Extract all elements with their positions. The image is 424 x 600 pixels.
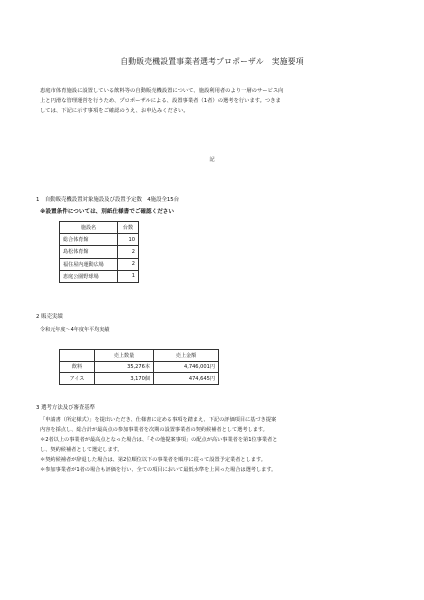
intro-line: 恵庭市体育施設に設置している飲料等の自動販売機設置について、施設利用者のより一層のサービス向 xyxy=(40,88,284,94)
table-header-row xyxy=(60,222,139,234)
header-amount: 売上金額 xyxy=(154,350,219,362)
sales-table xyxy=(59,349,219,385)
section1-heading: 1 自動販売機設置対象施設及び設置予定数 4施設全15台 xyxy=(36,197,180,203)
table-row xyxy=(60,361,219,373)
header-blank xyxy=(60,350,95,362)
document-title: 自動販売機設置事業者選考プロポーザル 実施要項 xyxy=(120,57,304,66)
facility-name: 恵庭公園野球場 xyxy=(60,270,118,282)
header-count: 台数 xyxy=(118,222,139,234)
sales-amount: 4,746,001円 xyxy=(154,361,219,373)
intro-line: 上と円滑な管理運営を行うため、プロポーザルによる、設置事業者（1者）の選考を行います。つきま xyxy=(40,98,281,104)
section2-subheading: 令和元年度～4年度年平均実績 xyxy=(40,327,110,333)
section3-line: ＊契約候補者が辞退した場合は、第2位順位以下の事業者を順序に従って設置予定業者とします。 xyxy=(40,457,266,463)
table-row xyxy=(60,234,139,246)
section2-heading: 2 販売実績 xyxy=(36,314,63,320)
section3-line: ＊参加事業者が1者の場合も評価を行い、全ての項目において最低水準を上回った場合は選考します。 xyxy=(40,467,277,473)
intro-paragraph xyxy=(40,86,388,116)
section3-body xyxy=(40,415,390,475)
section3-line: 内容を採点し、総合計が最高点の参加事業者を次期の設置事業者の契約候補者として選考します。 xyxy=(40,427,268,433)
facility-count: 1 xyxy=(118,270,139,282)
section1-note: ※設置条件については、別紙仕様書でご確認ください xyxy=(40,209,174,215)
facility-table xyxy=(59,221,139,283)
section3-line: し、契約候補者として選定します。 xyxy=(40,447,123,453)
sales-qty: 3,170個 xyxy=(95,373,154,385)
ki-heading: 記 xyxy=(209,157,215,163)
sales-label: アイス xyxy=(60,373,95,385)
facility-name: 島松体育館 xyxy=(60,246,118,258)
table-row xyxy=(60,270,139,282)
table-header-row xyxy=(60,350,219,362)
facility-count: 2 xyxy=(118,258,139,270)
sales-amount: 474,645円 xyxy=(154,373,219,385)
table-row xyxy=(60,246,139,258)
section3-line: ＊2者以上の事業者が最高点となった場合は、「その他提案事項」の配点が高い事業者を第1位事業者と xyxy=(40,437,278,443)
facility-name: 福住屋内運動広場 xyxy=(60,258,118,270)
section3-heading: 3 選考方法及び審査基準 xyxy=(36,405,96,411)
sales-qty: 35,276本 xyxy=(95,361,154,373)
intro-line: しては、下記に示す事項をご確認のうえ、お申込みください。 xyxy=(40,108,189,114)
facility-count: 10 xyxy=(118,234,139,246)
table-row xyxy=(60,258,139,270)
sales-label: 飲料 xyxy=(60,361,95,373)
section3-line: 「申請書（所定様式）」を提出いただき、仕様書に定める事項を踏まえ、下記の評価項目に基づき提案 xyxy=(40,417,277,423)
table-row xyxy=(60,373,219,385)
facility-name: 総合体育館 xyxy=(60,234,118,246)
facility-count: 2 xyxy=(118,246,139,258)
header-qty: 売上数量 xyxy=(95,350,154,362)
header-facility: 施設名 xyxy=(60,222,118,234)
